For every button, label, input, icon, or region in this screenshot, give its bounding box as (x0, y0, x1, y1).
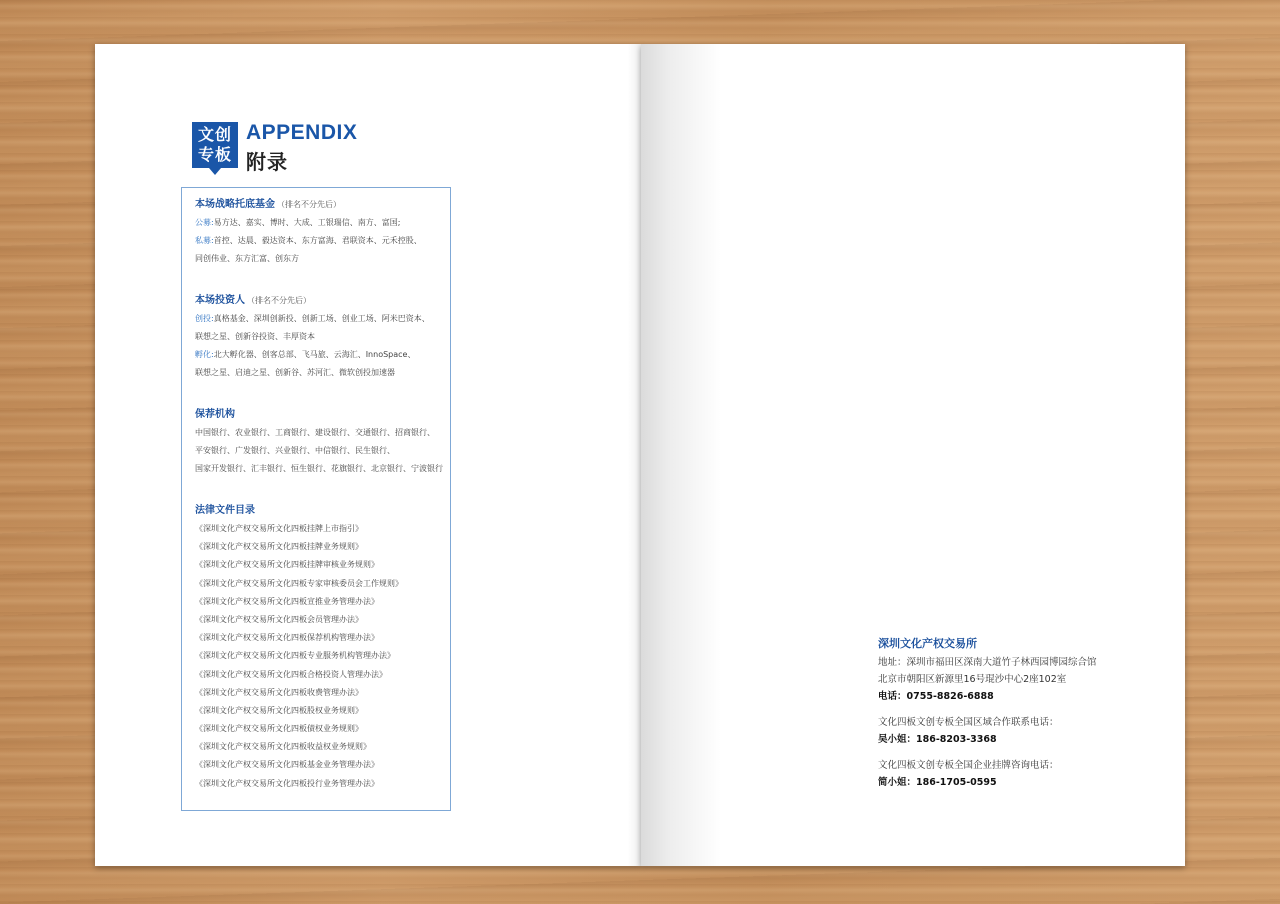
fund-line: 公募:易方达、嘉实、博时、大成、工银瑞信、南方、富国; (195, 218, 401, 227)
custody-line: 平安银行、广发银行、兴业银行、中信银行、民生银行、 (195, 446, 395, 455)
logo-pointer (209, 168, 221, 175)
investor-line: 孵化:北大孵化器、创客总部、飞马旅、云海汇、InnoSpace、 (195, 350, 416, 359)
custody-section (195, 406, 445, 478)
phone-line: 电话：0755-8826-6888 (878, 691, 994, 702)
right-gutter-shadow (641, 44, 721, 866)
wenchuang-logo (192, 122, 238, 168)
appendix-title-en: APPENDIX (246, 121, 358, 144)
fund-section-note: （排名不分先后） (277, 200, 341, 209)
investor-section-note: （排名不分先后） (247, 296, 311, 305)
right-page (641, 44, 1185, 866)
address-line: 北京市朝阳区新源里16号琨沙中心2座102室 (878, 674, 1067, 685)
legal-doc-item: 《深圳文化产权交易所文化四板挂牌上市指引》 (195, 524, 363, 533)
appendix-title-cn: 附录 (246, 150, 288, 174)
custody-line: 中国银行、农业银行、工商银行、建设银行、交通银行、招商银行、 (195, 428, 435, 437)
investor-line: 联想之星、启迪之星、创新谷、苏河汇、微软创投加速器 (195, 368, 395, 377)
legal-section (195, 502, 445, 793)
custody-line: 国家开发银行、汇丰银行、恒生银行、花旗银行、北京银行、宁波银行 (195, 464, 443, 473)
contact-block (878, 634, 1178, 791)
investor-section-title: 本场投资人 （排名不分先后） (195, 295, 311, 306)
coop-contact: 吴小姐：186-8203-3368 (878, 734, 997, 745)
investor-section (195, 292, 445, 382)
address-line: 地址：深圳市福田区深南大道竹子林西园博园综合馆 (878, 657, 1097, 668)
custody-section-title: 保荐机构 (195, 409, 235, 420)
listing-contact: 简小姐：186-1705-0595 (878, 777, 997, 788)
legal-doc-item: 《深圳文化产权交易所文化四板投行业务管理办法》 (195, 778, 379, 788)
legal-doc-item: 《深圳文化产权交易所文化四板股权业务规则》 (195, 705, 363, 715)
listing-label: 文化四板文创专板全国企业挂牌咨询电话： (878, 760, 1059, 771)
legal-doc-item: 《深圳文化产权交易所文化四板专业服务机构管理办法》 (195, 651, 395, 661)
legal-doc-item: 《深圳文化产权交易所文化四板挂牌审核业务规则》 (195, 560, 379, 570)
fund-section-title: 本场战略托底基金 （排名不分先后） (195, 199, 341, 210)
fund-line: 私募:首控、达晨、毅达资本、东方富海、君联资本、元禾控股、 (195, 236, 422, 245)
legal-doc-item: 《深圳文化产权交易所文化四板收费管理办法》 (195, 687, 363, 697)
logo-line1: 文创 (197, 125, 232, 144)
appendix-content-box (181, 187, 451, 811)
left-gutter-shadow (627, 44, 641, 866)
legal-doc-item: 《深圳文化产权交易所文化四板债权业务规则》 (195, 724, 363, 734)
legal-doc-item: 《深圳文化产权交易所文化四板收益权业务规则》 (195, 742, 371, 752)
legal-doc-item: 《深圳文化产权交易所文化四板保荐机构管理办法》 (195, 633, 379, 643)
legal-section-title: 法律文件目录 (195, 505, 255, 516)
org-name: 深圳文化产权交易所 (878, 637, 977, 650)
legal-doc-item: 《深圳文化产权交易所文化四板合格投资人管理办法》 (195, 669, 387, 679)
investor-line: 联想之星、创新谷投资、丰厚资本 (195, 332, 315, 341)
fund-line: 同创伟业、东方汇富、创东方 (195, 254, 299, 263)
legal-doc-item: 《深圳文化产权交易所文化四板宣推业务管理办法》 (195, 596, 379, 606)
legal-doc-item: 《深圳文化产权交易所文化四板专家审核委员会工作规则》 (195, 578, 403, 588)
legal-doc-item: 《深圳文化产权交易所文化四板会员管理办法》 (195, 614, 363, 624)
legal-doc-item: 《深圳文化产权交易所文化四板挂牌业务规则》 (195, 542, 363, 552)
coop-label: 文化四板文创专板全国区域合作联系电话： (878, 717, 1059, 728)
logo-line2: 专板 (197, 145, 232, 164)
investor-line: 创投:真格基金、深圳创新投、创新工场、创业工场、阿米巴资本、 (195, 314, 430, 323)
fund-section (195, 196, 445, 268)
left-page (95, 44, 641, 866)
legal-doc-item: 《深圳文化产权交易所文化四板基金业务管理办法》 (195, 760, 379, 770)
